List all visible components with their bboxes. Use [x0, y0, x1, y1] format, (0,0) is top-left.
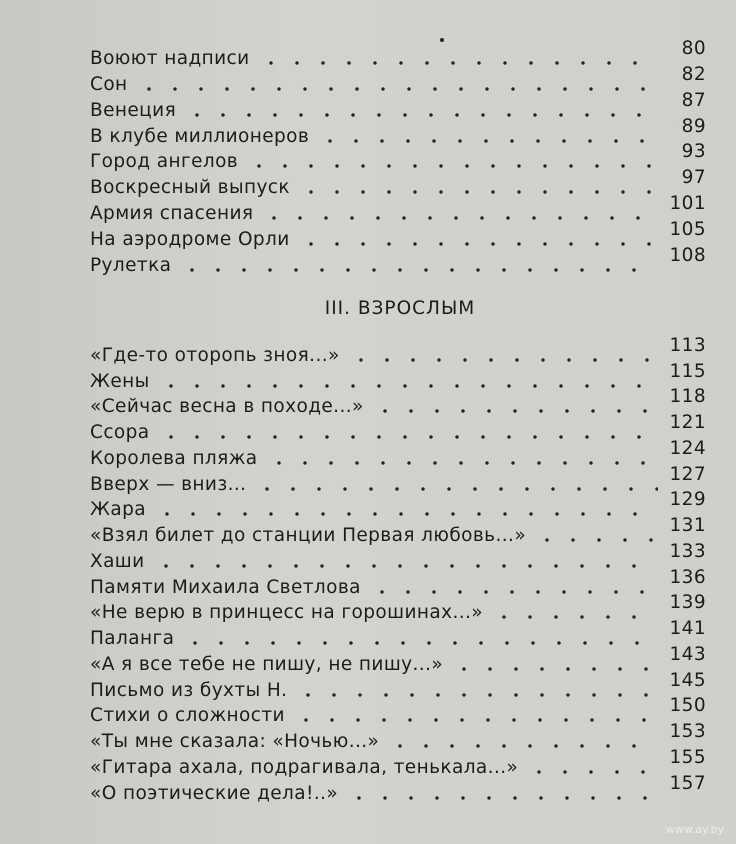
toc-entry-page: 136: [669, 566, 706, 588]
toc-entry-title: «Взял билет до станции Первая любовь...»: [90, 525, 527, 546]
leader-dots: [346, 796, 658, 800]
toc-entry-page: 131: [669, 515, 706, 536]
toc-entry-page: 155: [669, 746, 706, 768]
leader-dots: [293, 718, 658, 722]
toc-entry-title: Город ангелов: [90, 151, 239, 173]
toc-entry-title: Воюют надписи: [90, 47, 250, 69]
toc-entry-title: Хаши: [90, 550, 145, 572]
leader-dots: [182, 641, 658, 645]
toc-entry-page: 153: [669, 721, 706, 742]
toc-entry-page: 150: [669, 695, 706, 717]
toc-list-part-two: [90, 37, 706, 277]
leader-dots: [246, 164, 658, 168]
toc-entry: [90, 695, 706, 728]
toc-entry: [90, 89, 706, 122]
leader-dots: [254, 487, 658, 491]
toc-entry-page: 124: [669, 437, 706, 459]
leader-dots: [298, 190, 658, 194]
toc-entry-title: Стихи о сложности: [90, 705, 285, 727]
toc-entry-page: 145: [669, 669, 706, 691]
toc-entry-title: Ссора: [90, 422, 150, 443]
toc-entry-title: Воскресный выпуск: [90, 177, 290, 199]
toc-entry: [90, 437, 706, 470]
leader-dots: [154, 512, 658, 516]
toc-entry-title: На аэродроме Орли: [90, 229, 290, 251]
leader-dots: [534, 538, 658, 542]
toc-entry: [90, 115, 706, 148]
toc-entry: [90, 643, 706, 676]
toc-entry-title: Венеция: [90, 99, 177, 121]
toc-entry-page: 82: [681, 63, 706, 85]
toc-entry: [90, 63, 706, 96]
toc-entry-title: Королева пляжа: [90, 447, 258, 469]
toc-entry-title: Памяти Михаила Светлова: [90, 576, 361, 598]
toc-entry: [90, 37, 706, 70]
leader-dots: [491, 615, 658, 619]
toc-list-part-three: [90, 334, 706, 805]
toc-entry: [90, 566, 706, 599]
toc-entry: [90, 721, 706, 753]
leader-dots: [298, 242, 658, 246]
leader-dots: [158, 384, 658, 388]
toc-entry-title: Рулетка: [90, 255, 172, 277]
toc-entry-title: Жара: [90, 499, 146, 521]
toc-entry-page: 87: [681, 89, 706, 111]
toc-entry-title: «Гитара ахала, подрагивала, тенькала...»: [90, 756, 519, 778]
toc-entry: [90, 669, 706, 702]
toc-entry-page: 93: [681, 141, 706, 163]
toc-entry-page: 101: [669, 193, 706, 215]
leader-dots: [153, 564, 658, 568]
leader-dots: [372, 409, 658, 413]
toc-entry-page: 80: [681, 37, 706, 59]
toc-entry-page: 113: [669, 334, 706, 356]
leader-dots: [526, 770, 658, 774]
leader-dots: [266, 461, 659, 465]
toc-entry: [90, 219, 706, 251]
leader-dots: [261, 216, 658, 220]
toc-entry-page: 108: [669, 245, 706, 267]
toc-entry-title: «Где-то оторопь зноя...»: [90, 344, 340, 366]
toc-entry-page: 127: [669, 463, 706, 485]
toc-entry: [90, 772, 706, 805]
toc-entry-title: «О поэтические дела!..»: [90, 782, 339, 804]
toc-entry: [90, 412, 706, 444]
toc-entry-title: «Сейчас весна в походе...»: [90, 396, 364, 418]
toc-entry-page: 97: [681, 167, 706, 189]
toc-entry-title: «Не верю в принцесс на горошинах...»: [90, 602, 484, 624]
leader-dots: [451, 667, 658, 671]
leader-dots: [184, 113, 658, 117]
toc-entry: [90, 334, 706, 367]
leader-dots: [317, 139, 658, 143]
toc-entry: [90, 592, 706, 625]
toc-entry-page: 115: [669, 360, 706, 382]
toc-entry-title: Письмо из бухты Н.: [90, 679, 288, 701]
toc-entry: [90, 360, 706, 393]
leader-dots: [258, 61, 658, 65]
toc-entry-page: 121: [669, 412, 706, 433]
toc-entry-title: Армия спасения: [90, 203, 254, 225]
watermark: www.ay.by: [665, 823, 724, 836]
toc-entry: [90, 167, 706, 199]
toc-entry-page: 129: [669, 489, 706, 511]
leader-dots: [348, 358, 658, 362]
toc-entry-page: 139: [669, 592, 706, 614]
toc-entry-page: 133: [669, 540, 706, 562]
leader-dots: [295, 693, 658, 697]
toc-entry-title: Сон: [90, 73, 128, 95]
leader-dots: [369, 590, 658, 594]
toc-entry-title: Жены: [90, 370, 150, 392]
toc-entry: [90, 746, 706, 779]
toc-entry-page: 143: [669, 643, 706, 665]
section-heading: III. ВЗРОСЛЫМ: [324, 298, 476, 319]
leader-dots: [387, 744, 658, 748]
toc-entry: [90, 463, 706, 496]
toc-entry-title: Вверх — вниз...: [90, 473, 247, 495]
ink-speck: [440, 38, 444, 42]
toc-entry: [90, 245, 706, 277]
leader-dots: [158, 435, 659, 439]
leader-dots: [179, 268, 658, 272]
toc-entry-title: «А я все тебе не пишу, не пишу...»: [90, 653, 444, 675]
toc-entry-page: 118: [669, 386, 706, 408]
toc-entry: [90, 540, 706, 573]
toc-entry-title: В клубе миллионеров: [90, 125, 310, 147]
toc-entry: [90, 386, 706, 419]
toc-entry: [90, 193, 706, 225]
toc-entry-title: Паланга: [90, 628, 175, 649]
toc-entry-page: 105: [669, 219, 706, 241]
toc-entry-title: «Ты мне сказала: «Ночью...»: [90, 731, 380, 752]
toc-entry-page: 141: [669, 618, 706, 639]
toc-entry: [90, 141, 706, 174]
toc-entry: [90, 515, 706, 547]
leader-dots: [136, 87, 658, 91]
toc-entry: [90, 489, 706, 522]
toc-entry-page: 89: [681, 115, 706, 137]
toc-entry-page: 157: [669, 772, 706, 794]
toc-entry: [90, 618, 706, 650]
